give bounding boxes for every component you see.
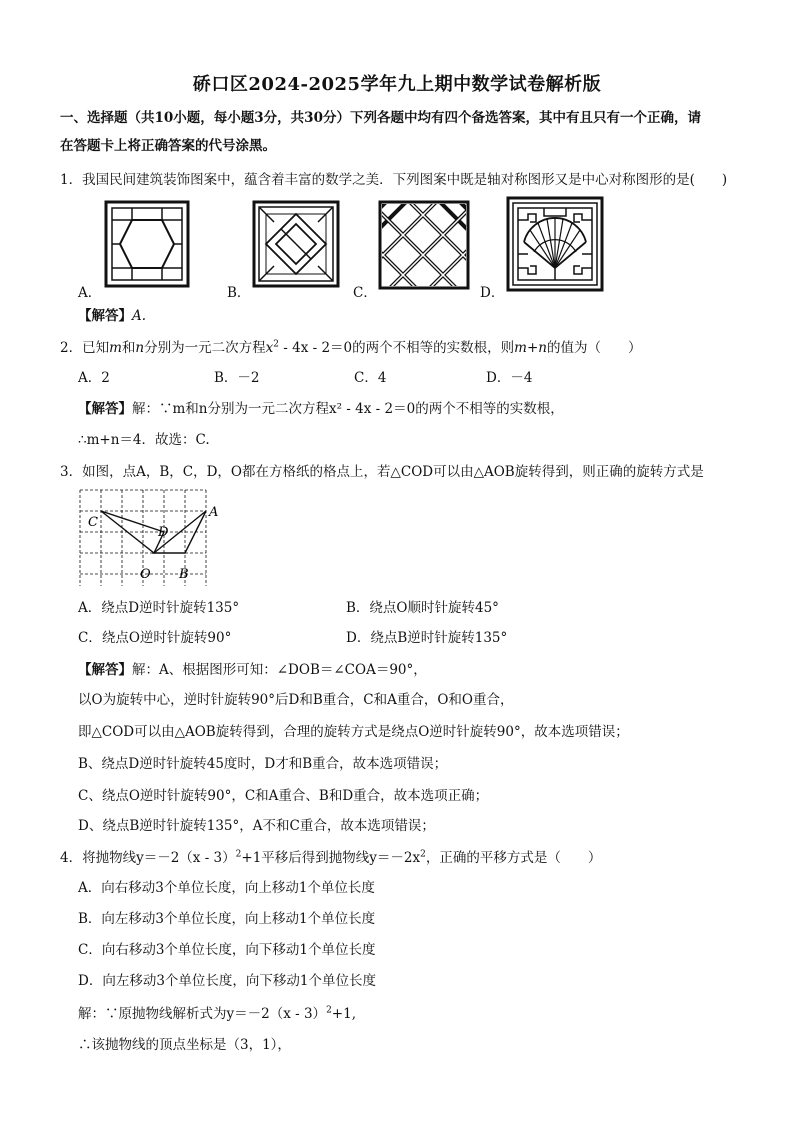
q2-var-mn: m+n bbox=[514, 340, 547, 356]
q3-answer-line1 bbox=[78, 660, 427, 680]
q3-option-c: C．绕点O逆时针旋转90° bbox=[78, 630, 232, 646]
q3-answer-line6: D、绕点B逆时针旋转135°，A不和C重合，故本选项错误； bbox=[78, 818, 435, 834]
q2-option-a: A．2 bbox=[78, 370, 110, 386]
q1-answer bbox=[78, 306, 146, 326]
q4-stem-part: ，正确的平移方式是（ ） bbox=[425, 850, 602, 866]
q1-stem: 1．我国民间建筑装饰图案中，蕴含着丰富的数学之美．下列图案中既是轴对称图形又是中心对称图形的是( ) bbox=[60, 172, 728, 188]
q1-label-b: B． bbox=[227, 285, 251, 301]
q4-exponent: 2 bbox=[420, 849, 426, 860]
q4-solution-line2: ∴该抛物线的顶点坐标是（3，1）， bbox=[78, 1037, 291, 1053]
q3-answer-text: 解：A、根据图形可知：∠DOB＝∠COA＝90°， bbox=[132, 662, 427, 678]
q1-label-d: D． bbox=[480, 285, 505, 301]
q2-var-m: m bbox=[109, 340, 122, 356]
q2-stem-part: 的值为（ ） bbox=[546, 340, 642, 356]
q3-option-d: D．绕点B逆时针旋转135° bbox=[346, 630, 508, 646]
q2-eq-var: x bbox=[265, 340, 274, 356]
section-header-line2: 在答题卡上将正确答案的代号涂黑。 bbox=[60, 138, 276, 154]
q2-eq-rest: - 4x - 2＝0 bbox=[278, 340, 353, 356]
q3-label-c: C bbox=[88, 515, 98, 530]
q1-pattern-d-figure bbox=[506, 196, 604, 292]
q2-option-d: D．－4 bbox=[486, 370, 533, 386]
q3-grid-figure bbox=[78, 486, 218, 592]
q3-answer-line2: 以O为旋转中心，逆时针旋转90°后D和B重合，C和A重合，O和O重合， bbox=[78, 692, 514, 708]
answer-tag: 【解答】 bbox=[78, 401, 132, 417]
answer-tag: 【解答】 bbox=[78, 308, 132, 324]
q2-answer-line2: ∴m+n＝4．故选：C. bbox=[78, 432, 210, 448]
q4-option-b: B．向左移动3个单位长度，向上移动1个单位长度 bbox=[78, 911, 376, 927]
q1-label-c: C． bbox=[353, 285, 377, 301]
q2-stem-part: 和 bbox=[121, 340, 136, 356]
q2-stem-part: 分别为一元二次方程 bbox=[144, 340, 266, 356]
q4-option-d: D．向左移动3个单位长度，向下移动1个单位长度 bbox=[78, 973, 377, 989]
answer-tag: 【解答】 bbox=[78, 662, 132, 678]
q3-label-b: B bbox=[179, 567, 189, 582]
q2-stem-part: 的两个不相等的实数根，则 bbox=[352, 340, 515, 356]
q3-label-d: D bbox=[158, 525, 169, 540]
q4-solution-line1 bbox=[78, 1004, 356, 1024]
q3-answer-line4: B、绕点D逆时针旋转45度时，D才和B重合，故本选项错误； bbox=[78, 756, 448, 772]
q3-option-b: B．绕点O顺时针旋转45° bbox=[346, 600, 499, 616]
q4-stem-part: 4．将抛物线y＝－2（x - 3） bbox=[60, 850, 236, 866]
q4-stem bbox=[60, 848, 601, 868]
q1-label-a: A． bbox=[78, 285, 102, 301]
q2-stem-part: 2．已知 bbox=[60, 340, 110, 356]
q2-var-n: n bbox=[135, 340, 145, 356]
q4-option-a: A．向右移动3个单位长度，向上移动1个单位长度 bbox=[78, 880, 375, 896]
q1-pattern-a-figure bbox=[104, 200, 190, 288]
q3-label-a: A bbox=[209, 505, 218, 520]
page-title: 硚口区2024-2025学年九上期中数学试卷解析版 bbox=[192, 74, 602, 95]
q2-option-c: C．4 bbox=[354, 370, 387, 386]
q3-answer-line5: C、绕点O逆时针旋转90°，C和A重合、B和D重合，故本选项正确； bbox=[78, 788, 489, 804]
q3-stem: 3．如图，点A，B，C，D，O都在方格纸的格点上，若△COD可以由△AOB旋转得到，则正确的旋转方式是 bbox=[60, 464, 704, 480]
q2-stem bbox=[60, 338, 641, 358]
q2-answer-text: 解：∵m和n分别为一元二次方程x² - 4x - 2＝0的两个不相等的实数根， bbox=[132, 401, 564, 417]
q1-pattern-b-figure bbox=[252, 200, 340, 288]
q1-pattern-c-figure bbox=[378, 200, 470, 290]
q4-solution-text: +1, bbox=[331, 1006, 356, 1022]
section-header-line1: 一、选择题（共10小题，每小题3分，共30分）下列各题中均有四个备选答案，其中有且只有一个正确，请 bbox=[60, 110, 701, 126]
q2-answer-line1 bbox=[78, 399, 564, 419]
q4-option-c: C．向右移动3个单位长度，向下移动1个单位长度 bbox=[78, 942, 376, 958]
q3-option-a: A．绕点D逆时针旋转135° bbox=[78, 600, 240, 616]
q2-option-b: B．－2 bbox=[214, 370, 260, 386]
q4-solution-text: 解：∵原抛物线解析式为y＝－2（x - 3） bbox=[78, 1006, 327, 1022]
q4-exponent: 2 bbox=[235, 849, 242, 860]
q3-answer-line3: 即△COD可以由△AOB旋转得到，合理的旋转方式是绕点O逆时针旋转90°，故本选项错误； bbox=[78, 724, 629, 740]
q4-solution-exponent: 2 bbox=[326, 1005, 332, 1016]
q4-stem-part: +1平移后得到抛物线y＝－2x bbox=[241, 850, 421, 866]
q1-answer-value: A. bbox=[132, 308, 147, 324]
q2-eq-exponent: 2 bbox=[273, 339, 279, 350]
q3-label-o: O bbox=[140, 567, 151, 582]
